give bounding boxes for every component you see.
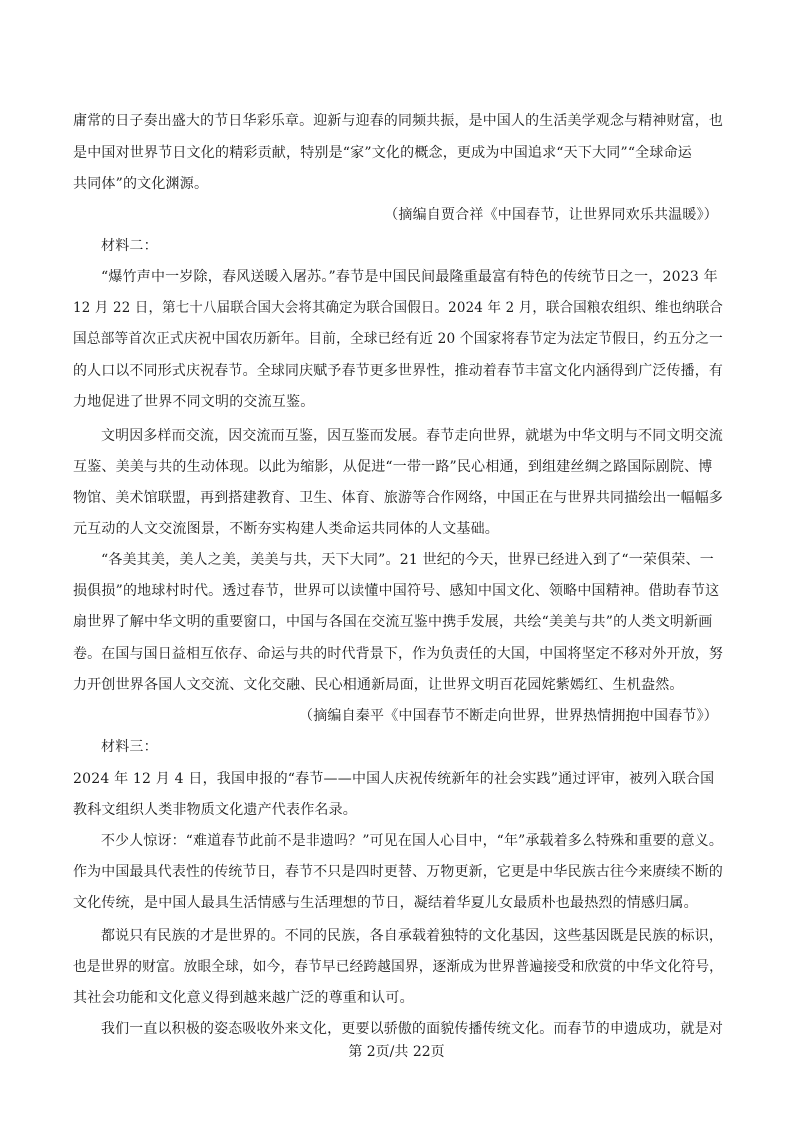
text-line: 是中国对世界节日文化的精彩贡献，特别是“家”文化的概念，更成为中国追求“天下大同”“全球命运 [73,145,692,161]
source-citation: （摘编自秦平《中国春节不断走向世界，世界热情拥抱中国春节》） [299,708,718,724]
text-line: 物馆、美术馆联盟，再到搭建教育、卫生、体育、旅游等合作网络，中国正在与世界共同描绘出一幅幅多 [73,490,724,506]
text-line: 文明因多样而交流，因交流而互鉴，因互鉴而发展。春节走向世界，就堪为中华文明与不同文明交流 [101,428,724,444]
text-line: 互鉴、美美与共的生动体现。以此为缩影，从促进“一带一路”民心相通，到组建丝绸之路国际剧院、博 [73,459,713,475]
text-line: 都说只有民族的才是世界的。不同的民族，各自承载着独特的文化基因，这些基因既是民族的标识， [101,928,724,944]
text-line: 元互动的人文交流图景，不断夯实构建人类命运共同体的人文基础。 [73,521,499,537]
text-line: 的人口以不同形式庆祝春节。全球同庆赋予春节更多世界性，推动着春节丰富文化内涵得到广泛传播，有 [73,363,724,379]
section-heading: 材料二： [101,238,158,254]
page-number: 第 2页/共 22页 [348,1044,445,1060]
text-line: 12 月 22 日，第七十八届联合国大会将其确定为联合国假日。2024 年 2 月，联合国粮农组织、维也纳联合 [73,300,724,316]
text-line: 损俱损”的地球村时代。透过春节，世界可以读懂中国符号、感知中国文化、领略中国精神。借助春节这 [73,583,720,599]
section-heading: 材料三： [101,739,158,755]
source-citation: （摘编自贾合祥《中国春节，让世界同欢乐共温暖》） [384,207,718,223]
text-line: 作为中国最具代表性的传统节日，春节不只是四时更替、万物更新，它更是中华民族古往今来赓续不断的 [73,864,724,880]
text-line: 国总部等首次正式庆祝中国农历新年。目前，全球已经有近 20 个国家将春节定为法定节假日，约五分之一 [73,331,723,347]
text-line: 卷。在国与国日益相互依存、命运与共的时代背景下，作为负责任的大国，中国将坚定不移对外开放，努 [73,646,724,662]
text-line: 2024 年 12 月 4 日，我国申报的“春节——中国人庆祝传统新年的社会实践”通过评审，被列入联合国 [73,771,715,787]
text-line: “各美其美，美人之美，美美与共，天下大同”。21 世纪的今天，世界已经进入到了“一荣俱荣、一 [101,552,714,568]
text-line: 共同体”的文化渊源。 [73,176,209,192]
text-line: 教科文组织人类非物质文化遗产代表作名录。 [73,802,357,818]
text-line: 庸常的日子奏出盛大的节日华彩乐章。迎新与迎春的同频共振，是中国人的生活美学观念与精神财富，也 [73,113,724,129]
text-line: 文化传统，是中国人最具生活情感与生活理想的节日，凝结着华夏儿女最质朴也最热烈的情感归属。 [73,895,698,911]
text-line: 也是世界的财富。放眼全球，如今，春节早已经跨越国界，逐渐成为世界普遍接受和欣赏的中华文化符号， [73,959,723,975]
text-line: 扇世界了解中华文明的重要窗口，中国与各国在交流互鉴中携手发展，共绘“美美与共”的人类文明新画 [73,614,713,630]
text-line: 力开创世界各国人文交流、文化交融、民心相通新局面，让世界文明百花园姹紫嫣红、生机盎然。 [73,677,684,693]
text-line: 力地促进了世界不同文明的交流互鉴。 [73,394,315,410]
text-line: 我们一直以积极的姿态吸收外来文化，更要以骄傲的面貌传播传统文化。而春节的申遗成功，就是对 [101,1021,724,1037]
text-line: 其社会功能和文化意义得到越来越广泛的尊重和认可。 [73,990,414,1006]
text-line: 不少人惊讶：“难道春节此前不是非遗吗？”可见在国人心目中，“年”承载着多么特殊和重要的意义。 [101,833,724,849]
text-line: “爆竹声中一岁除，春风送暖入屠苏。”春节是中国民间最隆重最富有特色的传统节日之一，2023 年 [101,269,718,285]
